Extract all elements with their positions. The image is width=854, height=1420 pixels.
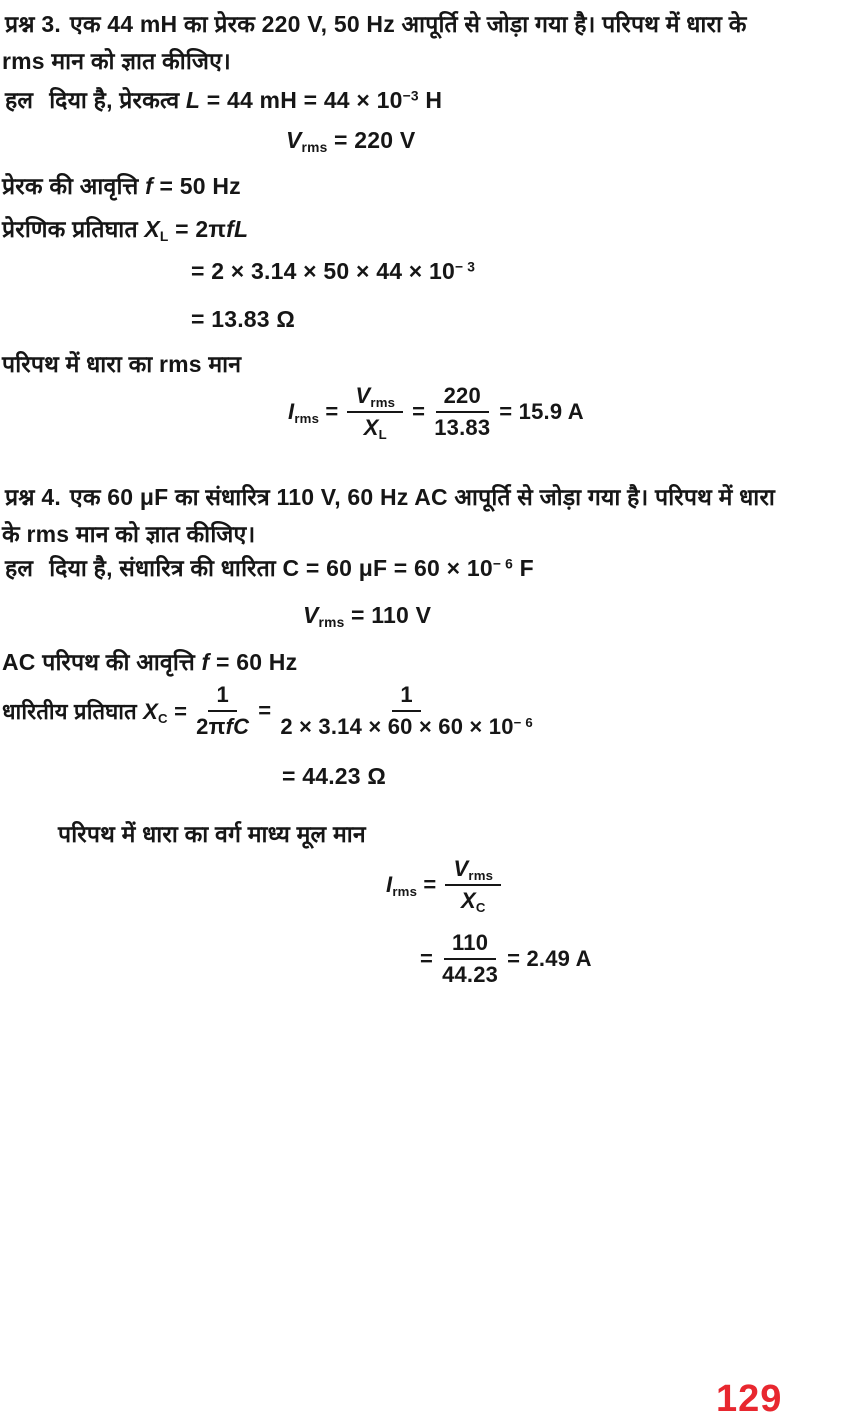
q4-frequency-line: AC परिपथ की आवृत्ति f = 60 Hz	[2, 649, 298, 675]
q4-xc-frac2-denominator: $2 \times 3.14 \times 60 \times 60 \times 10^{- 6}$	[280, 714, 533, 740]
q3-inductive-reactance-line: प्रेरणिक प्रतिघात $X_L = 2\pi fL$	[2, 216, 249, 245]
q4-xc-equals: =	[258, 698, 272, 724]
q3-irms-frac1-denominator: $X_L$	[363, 415, 387, 443]
q4-irms-fraction-numeric	[442, 930, 498, 989]
q4-xc-lhs: धारितीय प्रतिघात $X_C$ =	[2, 699, 188, 727]
question-4-heading	[5, 480, 775, 512]
q4-irms2-frac-denominator: 44.23	[442, 962, 499, 988]
q4-xc-frac1-numerator: 1	[208, 682, 236, 712]
solution-4-given-line	[5, 551, 534, 583]
question-3-text-line2: rms मान को ज्ञात कीजिए।	[2, 48, 231, 74]
q3-reactance-calc-step: = $2 \times 3.14 \times 50 \times 44 \times 10^{- 3}$	[191, 258, 476, 284]
q4-irms-frac-numerator: $V_{rms}$	[445, 856, 501, 886]
solution-4-given: दिया है, संधारित्र की धारिता C = 60 $\mu F = 60 \times 10^{- 6}$ F	[49, 555, 534, 581]
q3-irms-frac2-numerator: 220	[436, 383, 489, 413]
q3-rms-current-label: परिपथ में धारा का rms मान	[2, 351, 242, 377]
q3-irms-lhs: $I_{rms}$ =	[288, 399, 339, 427]
q3-frequency-line: प्रेरक की आवृत्ति f = 50 Hz	[2, 173, 241, 199]
q4-rms-current-label: परिपथ में धारा का वर्ग माध्य मूल मान	[58, 821, 366, 847]
q4-capacitive-reactance-equation	[2, 682, 533, 741]
q4-irms-fraction-symbolic	[445, 856, 501, 915]
q4-vrms-equation: $V_{rms} = 110$ V	[303, 602, 432, 631]
q4-irms-frac-denominator: $X_C$	[461, 888, 486, 916]
question-4-text-line1: एक 60 μF का संधारित्र 110 V, 60 Hz AC आपूर्ति से जोड़ा गया है। परिपथ में धारा	[69, 484, 776, 510]
q3-irms-fraction-numeric	[434, 383, 490, 442]
solution-3-given: दिया है, प्रेरकत्व L = 44 mH = $44 \times 10^{-3}$ H	[49, 87, 443, 113]
q4-irms2-equals: =	[420, 946, 434, 972]
q4-irms2-frac-numerator: 110	[444, 930, 496, 960]
q3-irms-result: = 15.9 A	[499, 399, 584, 425]
solution-4-label: हल	[5, 555, 34, 581]
question-3-heading	[5, 7, 747, 39]
question-4-text-line2: के rms मान को ज्ञात कीजिए।	[2, 521, 256, 547]
q4-irms-result: = 2.49 A	[507, 946, 592, 972]
page-number: 129	[716, 1378, 783, 1420]
q4-rms-current-equation-line1	[386, 856, 501, 915]
q4-xc-fraction-symbolic	[196, 682, 249, 741]
question-3-text-line1: एक 44 mH का प्रेरक 220 V, 50 Hz आपूर्ति से जोड़ा गया है। परिपथ में धारा के	[69, 11, 747, 37]
question-4-number: प्रश्न 4.	[5, 484, 61, 510]
solution-3-label: हल	[5, 87, 34, 113]
q4-reactance-result: = 44.23 Ω	[282, 763, 387, 789]
q4-rms-current-equation-line2	[420, 930, 592, 989]
q3-rms-current-equation	[288, 383, 584, 442]
q4-irms-lhs: $I_{rms}$ =	[386, 872, 437, 900]
q3-irms-fraction-symbolic	[347, 383, 403, 442]
q3-irms-frac1-numerator: $V_{rms}$	[347, 383, 403, 413]
question-3-number: प्रश्न 3.	[5, 11, 61, 37]
q3-irms-frac2-denominator: 13.83	[434, 415, 491, 441]
q3-reactance-result: = 13.83 Ω	[191, 306, 296, 332]
q4-xc-frac1-denominator: 2πfC	[196, 714, 250, 740]
q4-xc-fraction-numeric	[280, 682, 533, 741]
solution-3-given-line	[5, 83, 442, 115]
q3-vrms-equation: $V_{rms} = 220$ V	[286, 127, 416, 156]
q3-irms-equals: =	[412, 399, 426, 425]
q4-xc-frac2-numerator: 1	[392, 682, 420, 712]
